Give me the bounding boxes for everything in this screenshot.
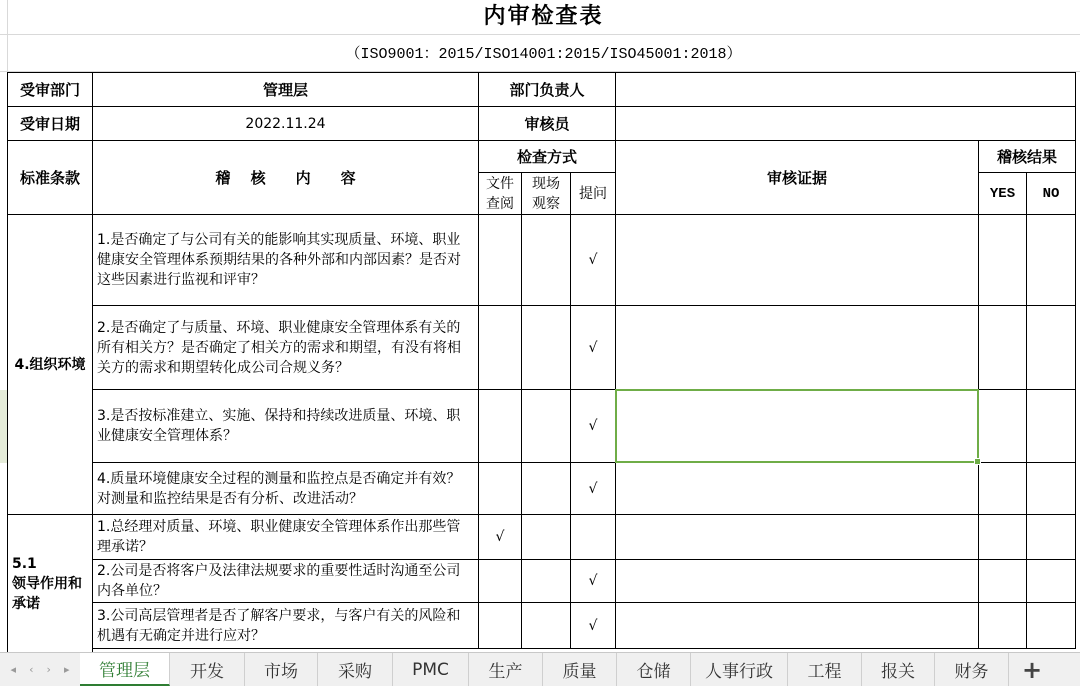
question-cell[interactable]: 4.质量环境健康安全过程的测量和监控点是否确定并有效？对测量和监控结果是否有分析、改进活动？: [93, 463, 479, 515]
auditor-value[interactable]: [616, 107, 1076, 141]
evidence-cell[interactable]: [616, 603, 979, 649]
method-ask-cell[interactable]: √: [571, 215, 616, 306]
method-doc-cell[interactable]: [479, 215, 522, 306]
method-ask-header: 提问: [571, 173, 616, 215]
method-ask-cell[interactable]: √: [571, 306, 616, 390]
tab-quality[interactable]: 质量: [543, 653, 617, 686]
sheet-tab-bar: [0, 652, 1080, 686]
date-value[interactable]: 2022.11.24: [93, 107, 479, 141]
dept-head-value[interactable]: [616, 73, 1076, 107]
method-doc-cell[interactable]: [479, 603, 522, 649]
selected-cell-outline[interactable]: [615, 389, 979, 463]
clause-title: 领导作用和承诺: [12, 575, 82, 612]
plus-icon: +: [1021, 655, 1043, 684]
yes-cell[interactable]: [979, 515, 1027, 560]
tab-marketing[interactable]: 市场: [245, 653, 318, 686]
method-doc-header: 文件查阅: [479, 173, 522, 215]
evidence-cell[interactable]: [616, 515, 979, 560]
tab-customs[interactable]: 报关: [862, 653, 935, 686]
method-ask-cell[interactable]: √: [571, 603, 616, 649]
question-cell[interactable]: 3.公司高层管理者是否了解客户要求，与客户有关的风险和机遇有无确定并进行应对？: [93, 603, 479, 649]
tab-management[interactable]: 管理层: [80, 653, 170, 686]
add-sheet-button[interactable]: [1009, 653, 1055, 686]
tab-warehouse[interactable]: 仓储: [617, 653, 691, 686]
tab-finance[interactable]: 财务: [935, 653, 1009, 686]
prev-sheet-icon[interactable]: ‹: [29, 663, 34, 676]
method-ask-cell[interactable]: √: [571, 390, 616, 463]
tab-navigation: [0, 653, 80, 686]
method-ask-cell[interactable]: [571, 515, 616, 560]
no-cell[interactable]: [1027, 603, 1076, 649]
method-obs-cell[interactable]: [522, 215, 571, 306]
method-obs-cell[interactable]: [522, 463, 571, 515]
question-cell[interactable]: 1.是否确定了与公司有关的能影响其实现质量、环境、职业健康安全管理体系预期结果的各种外部和内部因素？是否对这些因素进行监视和评审？: [93, 215, 479, 306]
method-doc-cell[interactable]: [479, 390, 522, 463]
dept-value[interactable]: 管理层: [93, 73, 479, 107]
yes-cell[interactable]: [979, 306, 1027, 390]
evidence-header: 审核证据: [616, 141, 979, 215]
next-sheet-icon[interactable]: ›: [46, 663, 51, 676]
result-header: 稽核结果: [979, 141, 1076, 173]
method-obs-cell[interactable]: [522, 515, 571, 560]
method-obs-cell[interactable]: [522, 603, 571, 649]
fill-handle[interactable]: [974, 458, 981, 465]
no-cell[interactable]: [1027, 515, 1076, 560]
no-cell[interactable]: [1027, 463, 1076, 515]
method-obs-cell[interactable]: [522, 306, 571, 390]
tab-pmc[interactable]: PMC: [393, 653, 469, 686]
clause-header: 标准条款: [8, 141, 93, 215]
method-doc-cell[interactable]: [479, 306, 522, 390]
evidence-cell[interactable]: [616, 215, 979, 306]
method-doc-cell[interactable]: √: [479, 515, 522, 560]
method-ask-cell[interactable]: √: [571, 560, 616, 603]
method-obs-header: 现场观察: [522, 173, 571, 215]
method-doc-cell[interactable]: [479, 560, 522, 603]
no-cell[interactable]: [1027, 390, 1076, 463]
date-label: 受审日期: [8, 107, 93, 141]
evidence-cell[interactable]: [616, 463, 979, 515]
no-cell[interactable]: [1027, 215, 1076, 306]
tab-development[interactable]: 开发: [170, 653, 245, 686]
method-obs-cell[interactable]: [522, 390, 571, 463]
method-doc-cell[interactable]: [479, 463, 522, 515]
question-cell[interactable]: 1.总经理对质量、环境、职业健康安全管理体系作出那些管理承诺？: [93, 515, 479, 560]
last-sheet-icon[interactable]: ▸: [63, 663, 70, 676]
tab-purchasing[interactable]: 采购: [318, 653, 393, 686]
dept-head-label: 部门负责人: [479, 73, 616, 107]
no-cell[interactable]: [1027, 306, 1076, 390]
evidence-cell[interactable]: [616, 306, 979, 390]
yes-cell[interactable]: [979, 560, 1027, 603]
yes-cell[interactable]: [979, 463, 1027, 515]
no-cell[interactable]: [1027, 560, 1076, 603]
method-header: 检查方式: [479, 141, 616, 173]
clause-cell[interactable]: 4.组织环境: [8, 215, 93, 515]
evidence-cell[interactable]: [616, 560, 979, 603]
question-cell[interactable]: 2.公司是否将客户及法律法规要求的重要性适时沟通至公司内各单位？: [93, 560, 479, 603]
yes-header: YES: [979, 173, 1027, 215]
clause-number: 5.1: [12, 555, 37, 572]
first-sheet-icon[interactable]: ◂: [10, 663, 17, 676]
tab-hr-admin[interactable]: 人事行政: [691, 653, 788, 686]
clause-cell[interactable]: [8, 515, 93, 652]
tab-production[interactable]: 生产: [469, 653, 543, 686]
auditor-label: 审核员: [479, 107, 616, 141]
question-cell[interactable]: 3.是否按标准建立、实施、保持和持续改进质量、环境、职业健康安全管理体系？: [93, 390, 479, 463]
tab-engineering[interactable]: 工程: [788, 653, 862, 686]
content-header: 稽 核 内 容: [93, 141, 479, 215]
yes-cell[interactable]: [979, 603, 1027, 649]
method-ask-cell[interactable]: √: [571, 463, 616, 515]
sheet-title: 内审检查表: [483, 3, 604, 29]
method-obs-cell[interactable]: [522, 560, 571, 603]
yes-cell[interactable]: [979, 390, 1027, 463]
sheet-subtitle: （ISO9001：2015/ISO14001:2015/ISO45001:2018）: [345, 46, 742, 63]
question-cell[interactable]: 2.是否确定了与质量、环境、职业健康安全管理体系有关的所有相关方？是否确定了相关方的需求和期望，有没有将相关方的需求和期望转化成公司合规义务？: [93, 306, 479, 390]
no-header: NO: [1027, 173, 1076, 215]
dept-label: 受审部门: [8, 73, 93, 107]
yes-cell[interactable]: [979, 215, 1027, 306]
